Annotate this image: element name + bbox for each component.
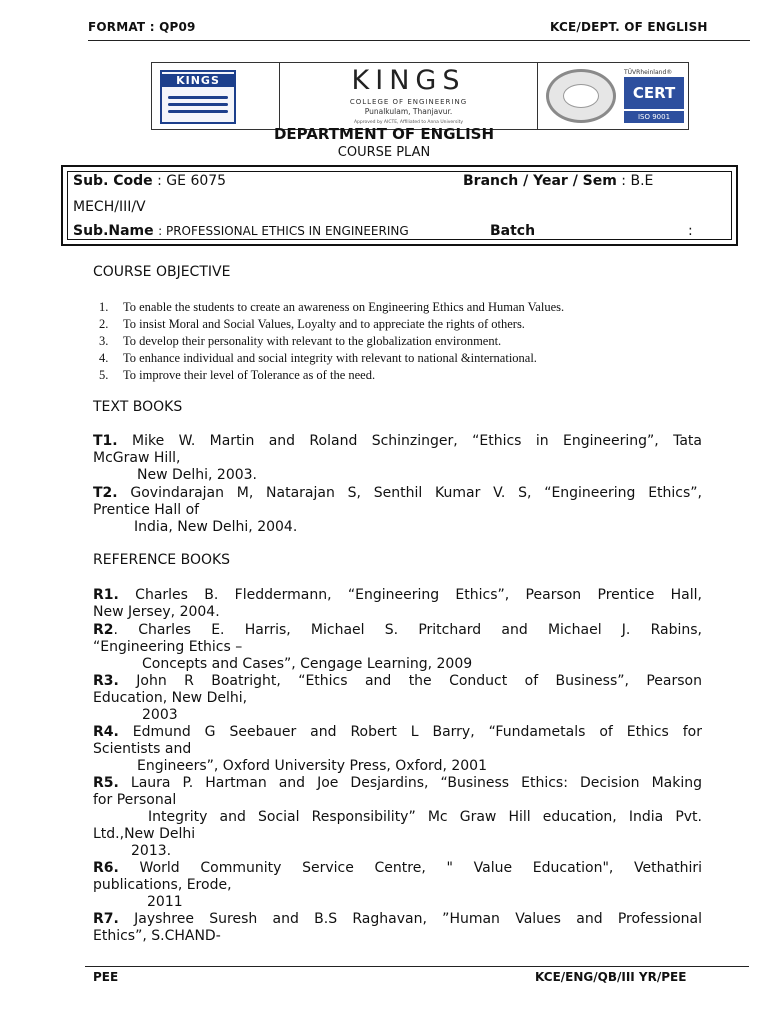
footer-subject-code: PEE [93, 970, 119, 984]
kings-shield-logo [160, 70, 236, 124]
reference-r4: R4. Edmund G Seebauer and Robert L Barry, “Fundametals of Ethics for [93, 724, 702, 740]
footer-document-code: KCE/ENG/QB/III YR/PEE [535, 970, 687, 984]
reference-books-heading: REFERENCE BOOKS [93, 552, 231, 568]
reference-r7: R7. Jayshree Suresh and B.S Raghavan, ”Human Values and Professional [93, 911, 702, 927]
subject-name-value: : PROFESSIONAL ETHICS IN ENGINEERING [158, 224, 409, 238]
cert-badge: CERT [624, 77, 684, 109]
list-item: 3. To develop their personality with relevant to the globalization environment. [99, 334, 502, 348]
college-approval: Approved by AICTE, Affiliated to Anna University [353, 120, 464, 125]
shield-label: KINGS [162, 74, 234, 87]
course-objective-heading: COURSE OBJECTIVE [93, 264, 231, 280]
shield-wave [168, 96, 228, 99]
footer-rule [85, 966, 749, 967]
banner-center-cell [280, 63, 538, 129]
branch-year-sem [463, 173, 653, 189]
reference-r7-line2: Ethics”, S.CHAND- [93, 928, 221, 944]
list-item: 1. To enable the students to create an awareness on Engineering Ethics and Human Values. [99, 300, 565, 314]
textbook-t2: T2. Govindarajan M, Natarajan S, Senthil Kumar V. S, “Engineering Ethics”, [93, 485, 702, 501]
iso-badge: ISO 9001 [624, 111, 684, 123]
reference-r4-line3: Engineers”, Oxford University Press, Oxford, 2001 [137, 758, 487, 774]
subject-name [73, 223, 409, 239]
textbook-t1-line3: New Delhi, 2003. [137, 467, 258, 483]
reference-r6: R6. World Community Service Centre, " Value Education", Vethathiri [93, 860, 703, 876]
reference-r2: R2. Charles E. Harris, Michael S. Pritchard and Michael J. Rabins, [93, 622, 702, 638]
textbook-t1: T1. Mike W. Martin and Roland Schinzinger, “Ethics in Engineering”, Tata [93, 433, 702, 449]
subject-name-label: Sub.Name [73, 223, 154, 239]
list-item: 5. To improve their level of Tolerance as of the need. [99, 368, 376, 382]
reference-r5-line4: Ltd.,New Delhi [93, 826, 196, 842]
text-books-heading: TEXT BOOKS [93, 399, 183, 415]
header-rule [88, 40, 750, 41]
textbook-t2-line2: Prentice Hall of [93, 502, 200, 518]
subject-code-value: : GE 6075 [157, 173, 227, 189]
reference-r3-line3: 2003 [142, 707, 178, 723]
iso-seal-icon [546, 69, 616, 123]
header-format-code: FORMAT : QP09 [88, 20, 196, 34]
college-subtitle: COLLEGE OF ENGINEERING [349, 98, 468, 106]
branch-value: : B.E [621, 173, 654, 189]
list-item: 4. To enhance individual and social integrity with relevant to national &international. [99, 351, 537, 365]
reference-r5-line5: 2013. [131, 843, 172, 859]
subject-code-label: Sub. Code [73, 173, 153, 189]
list-item: 2. To insist Moral and Social Values, Loyalty and to appreciate the rights of others. [99, 317, 525, 331]
header-department-code: KCE/DEPT. OF ENGLISH [550, 20, 708, 34]
reference-r1-line2: New Jersey, 2004. [93, 604, 220, 620]
page-title: DEPARTMENT OF ENGLISH [273, 125, 495, 143]
reference-r6-line3: 2011 [147, 894, 183, 910]
reference-r3-line2: Education, New Delhi, [93, 690, 248, 706]
textbook-t1-line2: McGraw Hill, [93, 450, 181, 466]
college-banner [151, 62, 689, 130]
tuv-label: TÜVRheinland® [624, 69, 673, 76]
shield-wave [168, 110, 228, 113]
college-place: Punalkulam, Thanjavur. [364, 107, 453, 116]
branch-value-continued: MECH/III/V [73, 199, 146, 215]
reference-r6-line2: publications, Erode, [93, 877, 232, 893]
objective-list [99, 299, 564, 384]
subject-code [73, 173, 226, 189]
reference-r5: R5. Laura P. Hartman and Joe Desjardins, “Business Ethics: Decision Making [93, 775, 703, 791]
college-name: KINGS [351, 65, 466, 96]
banner-right-cell [538, 63, 688, 129]
batch-label: Batch [490, 223, 536, 239]
reference-r4-line2: Scientists and [93, 741, 192, 757]
reference-r2-line3: Concepts and Cases”, Cengage Learning, 2009 [142, 656, 473, 672]
reference-r1: R1. Charles B. Fleddermann, “Engineering Ethics”, Pearson Prentice Hall, [93, 587, 702, 603]
reference-r5-line2: for Personal [93, 792, 177, 808]
reference-r3: R3. John R Boatright, “Ethics and the Conduct of Business”, Pearson [93, 673, 702, 689]
reference-r2-line2: “Engineering Ethics – [93, 639, 243, 655]
banner-left-cell [152, 63, 280, 129]
batch-value: : [688, 223, 693, 239]
reference-r5-line3: Integrity and Social Responsibility” Mc Graw Hill education, India Pvt. [148, 809, 702, 825]
page-subtitle: COURSE PLAN [337, 145, 431, 160]
shield-wave [168, 103, 228, 106]
branch-label: Branch / Year / Sem [463, 173, 617, 189]
textbook-t2-line3: India, New Delhi, 2004. [134, 519, 298, 535]
